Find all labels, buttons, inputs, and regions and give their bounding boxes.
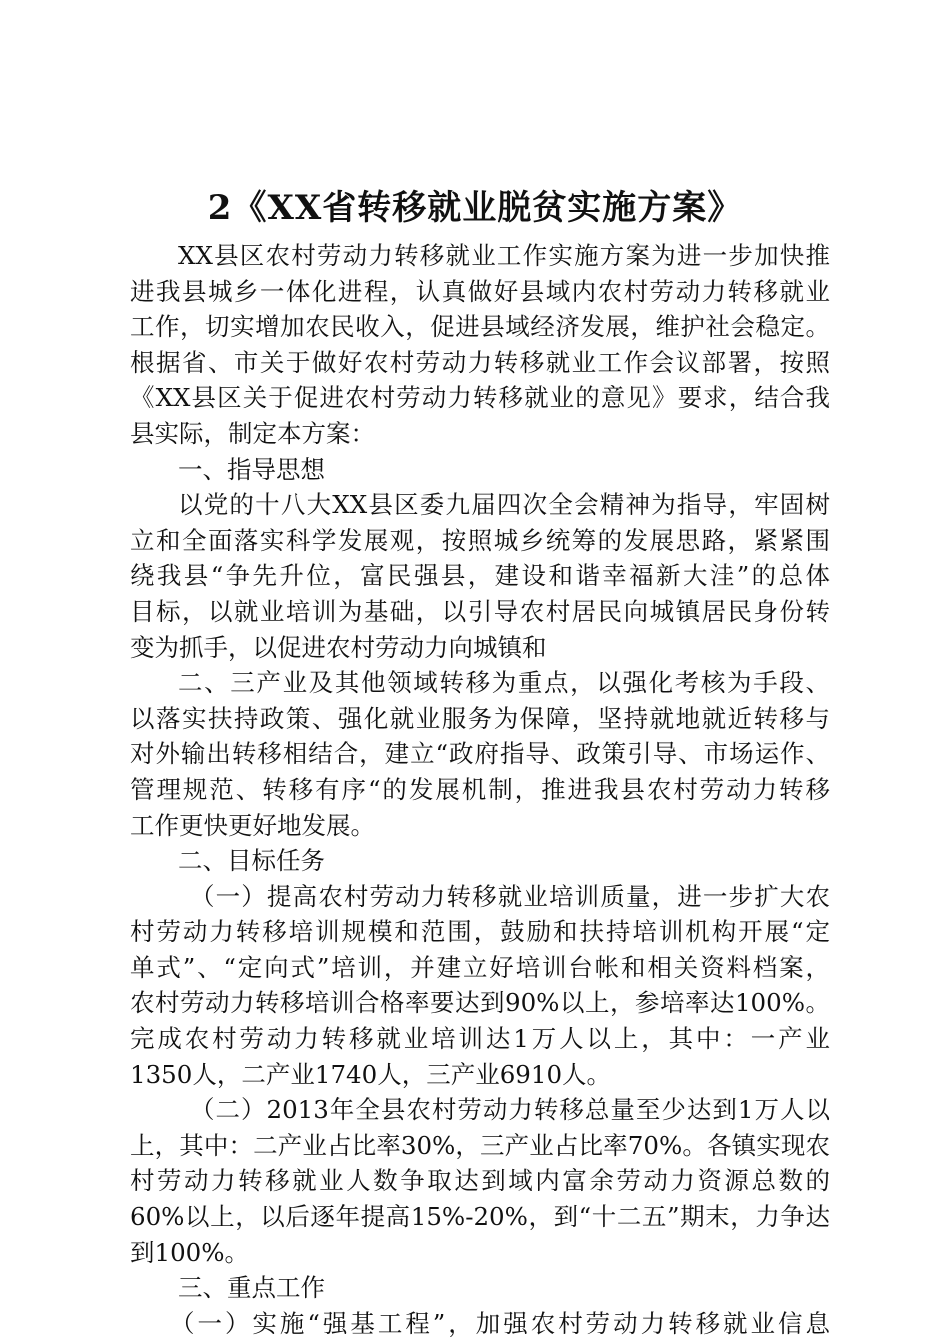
paragraph-line: （一）提高农村劳动力转移就业培训质量，进一步扩大农 — [190, 881, 830, 911]
paragraph-line: 立和全面落实科学发展观，按照城乡统筹的发展思路，紧紧围 — [130, 525, 830, 555]
paragraph-line: 60%以上，以后逐年提高15%-20%，到“十二五”期末，力争达 — [130, 1202, 830, 1232]
paragraph-line: 对外输出转移相结合，建立“政府指导、政策引导、市场运作、 — [130, 739, 830, 769]
paragraph-line: 工作，切实增加农民收入，促进县域经济发展，维护社会稳定。 — [130, 312, 830, 342]
paragraph-line: 进我县城乡一体化进程，认真做好县域内农村劳动力转移就业 — [130, 276, 830, 306]
paragraph-line: XX县区农村劳动力转移就业工作实施方案为进一步加快推 — [178, 241, 830, 270]
paragraph-line: 到100%。 — [130, 1237, 250, 1267]
section-heading: 二、目标任务 — [178, 846, 325, 876]
paragraph-line: 村劳动力转移培训规模和范围，鼓励和扶持培训机构开展“定 — [130, 917, 830, 947]
paragraph-line: 《XX县区关于促进农村劳动力转移就业的意见》要求，结合我 — [130, 383, 830, 413]
section-heading: 三、重点工作 — [178, 1273, 325, 1303]
paragraph-line: 以落实扶持政策、强化就业服务为保障，坚持就地就近转移与 — [130, 703, 830, 733]
paragraph-line: 绕我县“争先升位，富民强县，建设和谐幸福新大洼”的总体 — [130, 561, 830, 591]
paragraph-line: 村劳动力转移就业人数争取达到域内富余劳动力资源总数的 — [130, 1166, 830, 1196]
paragraph-line: 变为抓手，以促进农村劳动力向城镇和 — [130, 632, 547, 662]
paragraph-line: 完成农村劳动力转移就业培训达1万人以上，其中：一产业 — [130, 1024, 830, 1054]
paragraph-line: 二、三产业及其他领域转移为重点，以强化考核为手段、 — [178, 668, 830, 698]
paragraph-line: 目标，以就业培训为基础，以引导农村居民向城镇居民身份转 — [130, 596, 830, 626]
paragraph-line: 上，其中：二产业占比率30%，三产业占比率70%。各镇实现农 — [130, 1130, 830, 1160]
paragraph-line: 1350人，二产业1740人，三产业6910人。 — [130, 1059, 612, 1089]
paragraph-line: 农村劳动力转移培训合格率要达到90%以上，参培率达100%。 — [130, 988, 830, 1018]
paragraph-line: 管理规范、转移有序“的发展机制，推进我县农村劳动力转移 — [130, 774, 830, 804]
paragraph-line: 单式”、“定向式”培训，并建立好培训台帐和相关资料档案， — [130, 952, 830, 982]
paragraph-line: 以党的十八大XX县区委九届四次全会精神为指导，牢固树 — [178, 490, 830, 520]
paragraph-line: （二）2013年全县农村劳动力转移总量至少达到1万人以 — [190, 1095, 830, 1125]
document-body — [130, 238, 830, 1341]
document-title: 2《XX省转移就业脱贫实施方案》 — [207, 188, 743, 228]
paragraph-line: 工作更快更好地发展。 — [130, 810, 375, 840]
section-heading: 一、指导思想 — [178, 454, 325, 484]
paragraph-line: 根据省、市关于做好农村劳动力转移就业工作会议部署，按照 — [130, 347, 830, 377]
paragraph-line: 县实际，制定本方案： — [130, 418, 375, 448]
paragraph-line: （一）实施“强基工程”，加强农村劳动力转移就业信息 — [170, 1308, 830, 1338]
